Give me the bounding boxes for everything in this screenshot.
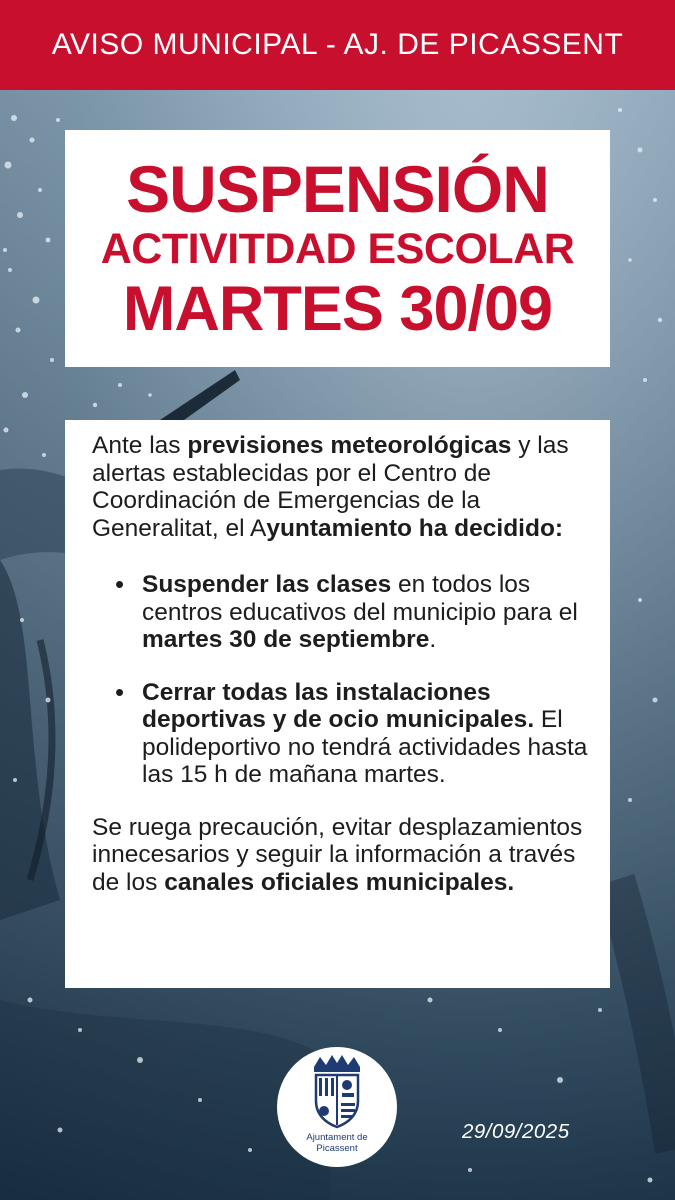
list-item: • Suspender las clases en todos los centros educativos del municipio para el martes 30 de septiembre. [142, 571, 588, 654]
headline-line-1: SUSPENSIÓN [126, 151, 549, 226]
headline-line-3: MARTES 30/09 [122, 273, 553, 344]
municipal-seal [277, 1047, 397, 1167]
headline-line-2: ACTIVITDAD ESCOLAR [100, 224, 575, 273]
headline-panel [65, 130, 610, 367]
notice-intro: Ante las previsiones meteorológicas y las alertas establecidas por el Centro de Coordinación de Emergencias de la Generalitat, el Ayuntamiento ha decidido: [92, 432, 569, 542]
list-item: • Cerrar todas las instalaciones deportivas y de ocio municipales. El polideportivo no tendrá actividades hasta las 15 h de mañana martes. [142, 679, 588, 789]
header-banner [0, 0, 675, 90]
publish-date: 29/09/2025 [462, 1120, 570, 1143]
measures-list [92, 571, 588, 789]
coat-of-arms-icon [302, 1053, 372, 1131]
header-title: AVISO MUNICIPAL - AJ. DE PICASSENT [51, 28, 624, 61]
notice-panel [65, 420, 610, 988]
seal-text: Ajuntament de Picassent [306, 1132, 368, 1154]
notice-closing: Se ruega precaución, evitar desplazamientos innecesarios y seguir la información a través de los canales oficiales municipales. [92, 813, 583, 896]
